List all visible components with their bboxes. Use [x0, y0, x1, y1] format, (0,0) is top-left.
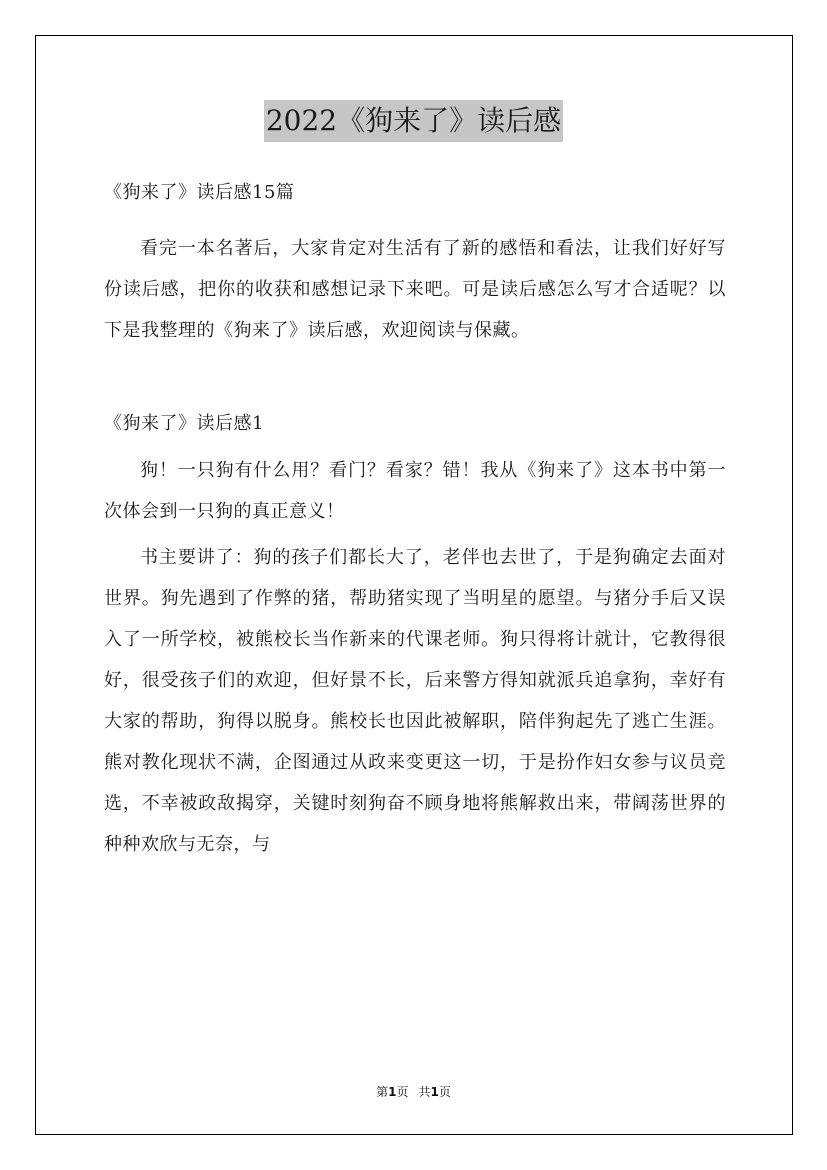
intro-paragraph: 看完一本名著后，大家肯定对生活有了新的感悟和看法，让我们好好写份读后感，把你的收获和感想记录下来吧。可是读后感怎么写才合适呢？以下是我整理的《狗来了》读后感，欢迎阅读与保藏。 — [104, 238, 726, 341]
page-label-suffix: 页 — [396, 1085, 409, 1099]
total-label-prefix: 共 — [418, 1085, 431, 1099]
section-spacer — [104, 351, 726, 403]
section-heading: 《狗来了》读后感1 — [104, 413, 264, 434]
body-paragraph-2: 书主要讲了：狗的孩子们都长大了，老伴也去世了，于是狗确定去面对世界。狗先遇到了作弊的猪，帮助猪实现了当明星的愿望。与猪分手后又误入了一所学校，被熊校长当作新来的代课老师。狗只得将计就计，它教得很好，很受孩子们的欢迎，但好景不长，后来警方得知就派兵追拿狗，幸好有大家的帮助，狗得以脱身。熊校长也因此被解职，陪伴狗起先了逃亡生涯。熊对教化现状不满，企图通过从政来变更这一切，于是扮作妇女参与议员竞选，不幸被政敌揭穿，关键时刻狗奋不顾身地将熊解救出来，带阔荡世界的种种欢欣与无奈，与 — [104, 547, 726, 855]
document-body — [104, 172, 726, 865]
page-label-prefix: 第 — [376, 1085, 389, 1099]
total-pages: 1 — [430, 1085, 439, 1099]
page-footer — [0, 1084, 827, 1100]
body-paragraph-1: 狗！一只狗有什么用？看门？看家？错！我从《狗来了》这本书中第一次体会到一只狗的真正意义！ — [104, 460, 726, 522]
title-container — [0, 100, 827, 142]
page-number: 1 — [388, 1085, 397, 1099]
document-subtitle: 《狗来了》读后感15篇 — [104, 182, 295, 203]
document-title: 2022《狗来了》读后感 — [264, 100, 563, 142]
total-label-suffix: 页 — [438, 1085, 451, 1099]
